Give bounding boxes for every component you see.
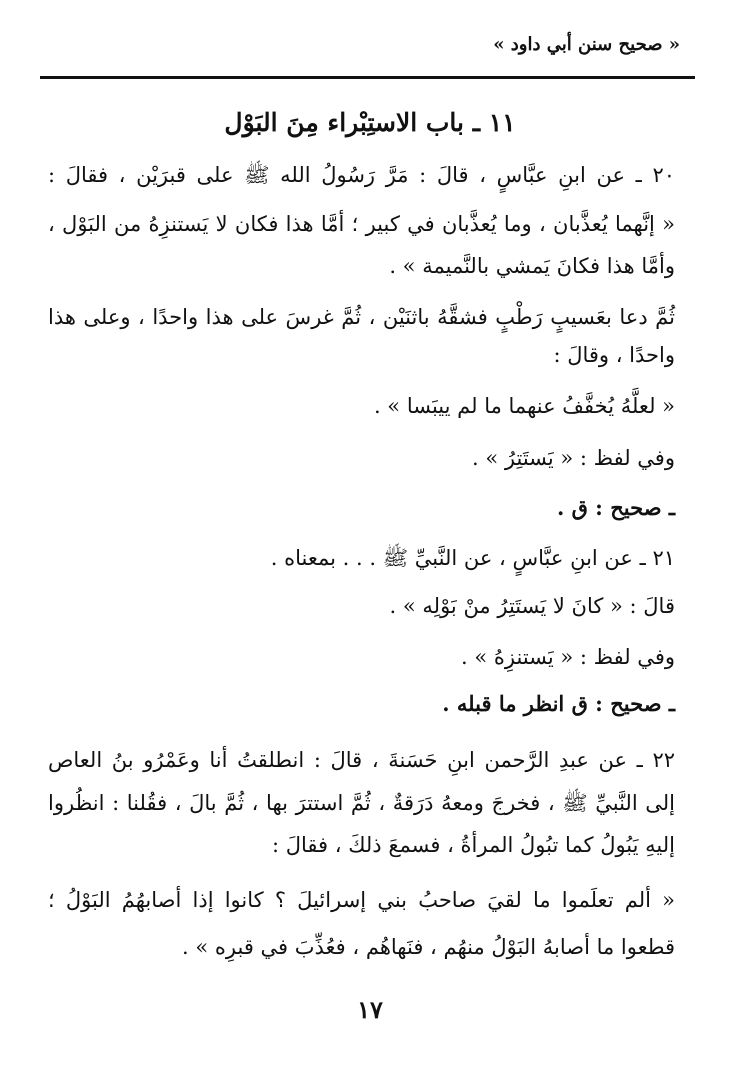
hadith-20-quote: « لعلَّهُ يُخفَّفُ عنهما ما لم ييبَسا » . [373, 394, 675, 418]
hadith-21-quote: قالَ : « كانَ لا يَستَتِرُ منْ بَوْلِه » . [389, 594, 675, 618]
hadith-20-text-line-3: ثُمَّ دعا بعَسيبٍ رَطْبٍ فشقَّهُ باثنَيْن ، ثُمَّ غرسَ على هذا واحدًا ، وعلى هذا [48, 305, 675, 329]
hadith-22-quote-line-1: « ألم تعلَموا ما لقيَ صاحبُ بني إسرائيلَ ؟ كانوا إذا أصابهُمُ البَوْلُ ؛ [48, 888, 675, 912]
hadith-20-text-line-4: واحدًا ، وقالَ : [553, 343, 675, 367]
hadith-21-intro: ٢١ ـ عن ابنِ عبَّاسٍ ، عن النَّبيِّ ﷺ . . . بمعناه . [270, 546, 675, 570]
hadith-22-quote-line-2: قطعوا ما أصابهُ البَوْلُ منهُم ، فنَهاهُم ، فعُذِّبَ في قبرِه » . [182, 935, 675, 959]
hadith-21-variant: وفي لفظ : « يَستنزِهُ » . [461, 645, 675, 669]
hadith-20-grading: ـ صحيح : ق . [556, 495, 675, 520]
running-header: « صحيح سنن أبي داود » [493, 34, 680, 55]
chapter-title: ١١ ـ باب الاستِبْراء مِنَ البَوْل [224, 108, 516, 137]
hadith-20-variant: وفي لفظ : « يَستَتِرُ » . [472, 446, 675, 470]
hadith-22-text-line-2: إلى النَّبيِّ ﷺ ، فخرجَ ومعهُ دَرَقةٌ ، ثُمَّ استترَ بها ، ثُمَّ بالَ ، فقُلنا : انظُروا [48, 791, 675, 815]
hadith-22-intro: ٢٢ ـ عن عبدِ الرَّحمن ابنِ حَسَنةَ ، قالَ : انطلقتُ أنا وعَمْرُو بنُ العاص [48, 748, 675, 772]
header-divider [40, 76, 695, 79]
hadith-20-text-line-1: « إنَّهما يُعذَّبان ، وما يُعذَّبان في كبير ؛ أمَّا هذا فكان لا يَستنزِهُ من البَوْل ، [48, 212, 675, 236]
hadith-20-text-line-2: وأمَّا هذا فكانَ يَمشي بالنَّميمة » . [389, 254, 675, 278]
hadith-22-text-line-3: إليهِ يَبُولُ كما تبُولُ المرأةُ ، فسمعَ ذلكَ ، فقالَ : [272, 833, 675, 857]
hadith-20-intro: ٢٠ ـ عن ابنِ عبَّاسٍ ، قالَ : مَرَّ رَسُولُ الله ﷺ على قبرَيْن ، فقالَ : [48, 163, 675, 187]
page-number: ١٧ [357, 995, 383, 1024]
hadith-21-grading: ـ صحيح : ق انظر ما قبله . [442, 691, 675, 716]
